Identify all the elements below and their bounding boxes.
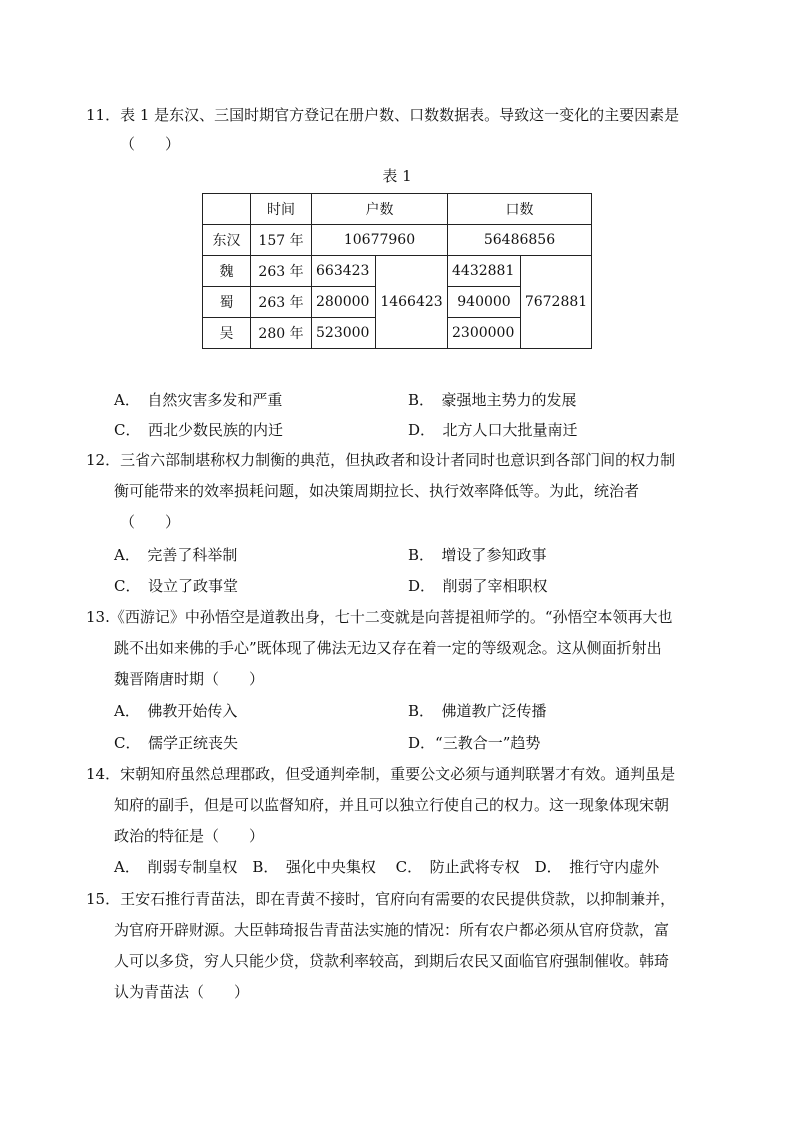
table-caption: 表 1	[382, 167, 412, 185]
cell-state: 魏	[203, 256, 251, 287]
q11-option-b: B． 豪强地主势力的发展	[408, 391, 577, 409]
cell-year: 263 年	[251, 287, 312, 318]
q13-option-d: D．“三教合一”趋势	[408, 734, 541, 752]
q15-stem-line2: 为官府开辟财源。大臣韩琦报告青苗法实施的情况：所有农户都必须从官府贷款，富	[114, 921, 670, 939]
cell-year: 263 年	[251, 256, 312, 287]
q12-stem-line2: 衡可能带来的效率损耗问题，如决策周期拉长、执行效率降低等。为此，统治者	[114, 482, 640, 500]
q12-option-c: C． 设立了政事堂	[114, 577, 238, 595]
q13-option-b: B． 佛道教广泛传播	[408, 702, 547, 720]
q13-stem-line1: 13.《西游记》中孙悟空是道教出身，七十二变就是向菩提祖师学的。“孙悟空本领再大也	[86, 608, 673, 626]
cell-total-people: 7672881	[521, 256, 592, 349]
q11-option-d: D． 北方人口大批量南迁	[408, 421, 578, 439]
q12-option-d: D． 削弱了宰相职权	[408, 577, 548, 595]
q11-option-a: A． 自然灾害多发和严重	[114, 391, 283, 409]
cell-people: 56486856	[448, 225, 592, 256]
q15-stem-line4: 认为青苗法（ ）	[114, 983, 250, 1001]
table-header-people: 口数	[448, 194, 592, 225]
q15-stem-line3: 人可以多贷，穷人只能少贷，贷款利率较高，到期后农民又面临官府强制催收。韩琦	[114, 952, 670, 970]
q13-option-c: C． 儒学正统丧失	[114, 734, 238, 752]
cell-state: 东汉	[203, 225, 251, 256]
q12-answer-bracket: （ ）	[120, 513, 181, 531]
q12-stem-line1: 12．三省六部制堪称权力制衡的典范，但执政者和设计者同时也意识到各部门间的权力制	[86, 451, 676, 469]
cell-people: 4432881	[448, 256, 521, 287]
q13-option-a: A． 佛教开始传入	[114, 702, 238, 720]
cell-people: 940000	[448, 287, 521, 318]
q12-option-a: A． 完善了科举制	[114, 546, 238, 564]
table-header-time: 时间	[251, 194, 312, 225]
q14-options: A． 削弱专制皇权 B． 强化中央集权 C． 防止武将专权 D． 推行守内虚外	[114, 858, 660, 876]
q13-stem-line2: 跳不出如来佛的手心”既体现了佛法无边又存在着一定的等级观念。这从侧面折射出	[114, 639, 662, 657]
table-row-wei	[203, 256, 592, 287]
cell-total-households: 1466423	[376, 256, 448, 349]
q13-stem-line3: 魏晋隋唐时期（ ）	[114, 670, 265, 688]
table-row-donghan	[203, 225, 592, 256]
q11-stem-line1: 11．表 1 是东汉、三国时期官方登记在册户数、口数数据表。导致这一变化的主要因素是	[86, 106, 680, 124]
cell-people: 2300000	[448, 318, 521, 349]
q12-option-b: B． 增设了参知政事	[408, 546, 547, 564]
table-header-empty	[203, 194, 251, 225]
q15-stem-line1: 15．王安石推行青苗法，即在青黄不接时，官府向有需要的农民提供贷款，以抑制兼并，	[86, 890, 676, 908]
table-header-row	[203, 194, 592, 225]
q14-stem-line1: 14．宋朝知府虽然总理郡政，但受通判牵制，重要公文必须与通判联署才有效。通判虽是	[86, 765, 676, 783]
cell-households: 663423	[312, 256, 376, 287]
table-header-households: 户数	[312, 194, 448, 225]
cell-year: 280 年	[251, 318, 312, 349]
cell-households: 280000	[312, 287, 376, 318]
population-table	[202, 193, 592, 349]
cell-year: 157 年	[251, 225, 312, 256]
q14-stem-line2: 知府的副手，但是可以监督知府，并且可以独立行使自己的权力。这一现象体现宋朝	[114, 796, 670, 814]
cell-state: 蜀	[203, 287, 251, 318]
cell-state: 吴	[203, 318, 251, 349]
cell-households: 523000	[312, 318, 376, 349]
q11-option-c: C． 西北少数民族的内迁	[114, 421, 283, 439]
cell-households: 10677960	[312, 225, 448, 256]
q11-answer-bracket: （ ）	[120, 135, 181, 153]
q14-stem-line3: 政治的特征是（ ）	[114, 827, 265, 845]
